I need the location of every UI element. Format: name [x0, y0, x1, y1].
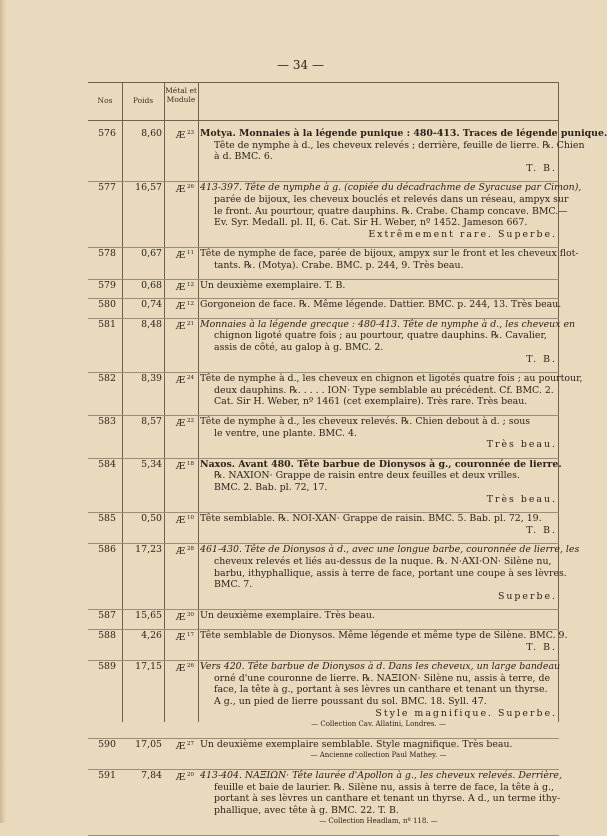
description-line: 461-430. Tête de Dionysos à d., avec une longue barbe, couronnée de lierre, les: [200, 544, 580, 556]
module: 23: [185, 130, 195, 136]
description-line: 413-404. ΝΑΞΙΩΝ· Tête laurée d'Apollon à g., les cheveux relevés. Derrière,: [200, 770, 562, 781]
metal-module: [170, 610, 200, 624]
description-line: — Collection Headlam, nº 118. —: [319, 817, 438, 826]
description-line: — Ancienne collection Paul Mathey. —: [310, 751, 447, 760]
description-line: Tête de nymphe de face, parée de bijoux, ampyx sur le front et les cheveux flot-: [200, 248, 579, 260]
description-line: à d. BMC. 6.: [214, 151, 273, 163]
description-line: deux dauphins. ℞. . . . . ION· Type semblable au précédent. Cf. BMC. 2.: [214, 384, 554, 396]
module: 12: [185, 301, 195, 308]
lot-number: 582: [98, 373, 116, 385]
weight: 7,84: [141, 770, 162, 781]
metal: Æ: [175, 740, 186, 752]
description-line: Tête de nymphe à d., les cheveux en chignon et ligotés quatre fois ; au pourtour,: [200, 373, 583, 385]
metal-module: [170, 319, 200, 333]
metal: Æ: [175, 515, 186, 527]
weight: 15,65: [135, 610, 162, 622]
table-row: [88, 373, 583, 416]
metal-module: [170, 630, 200, 644]
description: [200, 630, 568, 653]
table-row: [88, 610, 559, 630]
page-number: — 34 —: [277, 58, 324, 72]
metal: Æ: [175, 418, 186, 430]
lot-number: 577: [98, 182, 116, 194]
description-line: Extrêmement rare. Superbe.: [368, 228, 557, 240]
metal: Æ: [175, 301, 186, 313]
description-line: BMC. 7.: [214, 579, 253, 591]
description-line: T. B.: [526, 524, 557, 536]
metal: Æ: [175, 375, 186, 387]
description: [200, 280, 557, 292]
weight: 17,15: [135, 661, 162, 673]
description-line: assis de côté, au galop à g. BMC. 2.: [214, 341, 384, 353]
description-line: chignon ligoté quatre fois ; au pourtour, quatre dauphins. ℞. Cavalier,: [214, 330, 547, 342]
description-line: Naxos. Avant 480. Tête barbue de Dionysos à g., couronnée de lierre.: [200, 458, 562, 470]
description-line: Superbe.: [497, 590, 557, 602]
table-row: [88, 544, 580, 610]
description: [200, 661, 561, 731]
metal: Æ: [175, 460, 186, 472]
module: 18: [185, 460, 195, 467]
table-row: [88, 318, 576, 373]
description: [200, 416, 557, 451]
weight: 8,39: [141, 373, 162, 385]
metal-module: [170, 459, 200, 473]
description-line: Vers 420. Tête barbue de Dionysos à d. Dans les cheveux, un large bandeau: [200, 661, 561, 673]
metal-module: [170, 661, 200, 675]
table-row: [88, 182, 582, 248]
description: [200, 182, 582, 240]
header-metal: Métal et Module: [165, 86, 197, 104]
lot-number: 581: [98, 318, 116, 330]
description-line: Très beau.: [486, 493, 557, 505]
description-line: phallique, avec tête à g. BMC. 22. T. B.: [214, 804, 399, 816]
table-row: [88, 280, 559, 300]
weight: 17,05: [135, 738, 162, 750]
description-line: Cat. Sir H. Weber, nº 1461 (cet exemplaire). Très rare. Très beau.: [214, 396, 528, 408]
description: [200, 248, 579, 271]
weight: 4,26: [141, 630, 162, 641]
description: [200, 770, 562, 828]
description: [200, 128, 607, 174]
description-line: Tête de nymphe à d., les cheveux relevés ; derrière, feuille de lierre. ℞. Chien: [214, 139, 585, 151]
module: 26: [185, 184, 195, 191]
metal: Æ: [175, 612, 186, 624]
metal: Æ: [175, 546, 186, 558]
description: [200, 739, 557, 762]
lot-number: 580: [98, 299, 116, 311]
metal-module: [170, 299, 200, 313]
metal-module: [170, 248, 200, 262]
lot-number: 586: [98, 544, 116, 556]
weight: 5,34: [141, 458, 162, 470]
page-edge-shadow: [0, 0, 6, 823]
lot-number: 579: [98, 279, 116, 291]
description-line: tants. ℞. (Motya). Crabe. BMC. p. 244, 9. Très beau.: [214, 259, 464, 271]
lot-number: 578: [98, 248, 116, 260]
description-line: Très beau.: [486, 439, 557, 451]
description-line: T. B.: [526, 641, 557, 653]
description-line: cheveux relevés et liés au-dessus de la nuque. ℞. N·AXI·ON· Silène nu,: [214, 555, 552, 567]
weight: 0,74: [141, 299, 162, 311]
module: 22: [185, 418, 195, 424]
weight: 0,67: [141, 248, 162, 260]
metal-module: [170, 739, 200, 753]
lot-number: 591: [98, 770, 116, 781]
weight: 8,57: [141, 416, 162, 427]
lot-number: 589: [98, 661, 116, 673]
module: 11: [185, 250, 195, 257]
weight: 17,23: [135, 544, 162, 556]
description-line: 413-397. Tête de nymphe à g. (copiée du décadrachme de Syracuse par Cimon),: [200, 182, 582, 194]
module: 20: [185, 772, 195, 778]
metal: Æ: [175, 281, 186, 293]
metal-module: [170, 513, 200, 527]
metal: Æ: [175, 663, 186, 675]
weight: 8,48: [141, 318, 162, 330]
module: 12: [185, 281, 195, 288]
metal-module: [170, 280, 200, 294]
description-line: A g., un pied de lierre poussant du sol. BMC. 18. Syll. 47.: [214, 695, 487, 707]
description-line: Ev. Syr. Medall. pl. II, 6. Cat. Sir H. Weber, nº 1452. Jameson 667.: [214, 217, 528, 229]
module: 24: [185, 375, 195, 382]
table-row: [88, 128, 607, 182]
description-line: Tête semblable de Dionysos. Même légende et même type de Silène. BMC. 9.: [200, 630, 568, 641]
module: 17: [185, 632, 195, 638]
table-row: [88, 739, 559, 770]
metal: Æ: [175, 632, 186, 644]
description-line: le ventre, une plante. BMC. 4.: [214, 427, 357, 439]
description-line: — Collection Cav. Allatini, Londres. —: [311, 720, 446, 729]
weight: 0,68: [141, 279, 162, 291]
lot-number: 583: [98, 416, 116, 427]
lot-number: 576: [98, 128, 116, 139]
table-row: [88, 630, 568, 661]
table-row: [88, 770, 562, 836]
description-line: Un deuxième exemplaire. Très beau.: [200, 610, 375, 622]
lot-number: 590: [98, 738, 116, 750]
metal: Æ: [175, 320, 186, 332]
description-line: Monnaies à la légende grecque : 480-413. Tête de nymphe à d., les cheveux en: [200, 318, 576, 330]
weight: 16,57: [135, 182, 162, 194]
module: 28: [185, 546, 195, 553]
header-weight: Poids: [132, 96, 154, 105]
description-line: ℞. NAXION· Grappe de raisin entre deux feuilles et deux vrilles.: [214, 470, 520, 482]
weight: 0,50: [141, 513, 162, 525]
metal: Æ: [175, 184, 186, 196]
description: [200, 610, 557, 622]
description: [200, 513, 557, 536]
description-line: orné d'une couronne de lierre. ℞. ΝΑΞΙΟΝ· Silène nu, assis à terre, de: [214, 672, 551, 684]
description-line: Gorgoneion de face. ℞. Même légende. Dattier. BMC. p. 244, 13. Très beau.: [200, 299, 562, 311]
description: [200, 373, 583, 408]
description: [200, 544, 580, 602]
metal: Æ: [175, 250, 186, 262]
description-line: T. B.: [526, 353, 557, 365]
description-line: Un deuxième exemplaire semblable. Style magnifique. Très beau.: [200, 738, 513, 750]
table-row: [88, 248, 579, 279]
metal-module: [170, 770, 200, 784]
metal-module: [170, 373, 200, 387]
description-line: Motya. Monnaies à la légende punique : 480-413. Traces de légende punique.: [200, 128, 607, 139]
description-line: T. B.: [526, 162, 557, 174]
metal: Æ: [175, 130, 186, 142]
description-line: parée de bijoux, les cheveux bouclés et relevés dans un réseau, ampyx sur: [214, 193, 569, 205]
description: [200, 458, 562, 505]
description: [200, 318, 576, 365]
metal-module: [170, 182, 200, 196]
catalogue-table: [88, 82, 607, 826]
table-row: [88, 661, 559, 739]
description-line: barbu, ithyphallique, assis à terre de face, portant une coupe à ses lèvres.: [214, 567, 567, 579]
module: 30: [185, 612, 195, 619]
weight: 8,60: [141, 128, 162, 139]
module: 10: [185, 515, 195, 522]
metal-module: [170, 544, 200, 558]
lot-number: 587: [98, 610, 116, 622]
table-row: [88, 513, 559, 544]
description-line: Un deuxième exemplaire. T. B.: [200, 279, 346, 291]
metal-module: [170, 128, 200, 142]
description-line: Tête semblable. ℞. ΝΟΙ-ΧΑΝ· Grappe de raisin. BMC. 5. Bab. pl. 72, 19.: [200, 513, 542, 525]
table-row: [88, 299, 562, 319]
table-top-rule: [88, 82, 559, 83]
metal-module: [170, 416, 200, 430]
table-header-rule: [88, 120, 559, 121]
module: 27: [185, 740, 195, 747]
description-line: Tête de nymphe à d., les cheveux relevés. ℞. Chien debout à d. ; sous: [200, 416, 531, 427]
description-line: feuille et baie de laurier. ℞. Silène nu, assis à terre de face, la tête à g.,: [214, 781, 554, 793]
metal: Æ: [175, 772, 186, 784]
description-line: le front. Au pourtour, quatre dauphins. ℞. Crabe. Champ concave. BMC.—: [214, 205, 568, 217]
module: 21: [185, 320, 195, 327]
lot-number: 588: [98, 630, 116, 641]
module: 26: [185, 663, 195, 670]
description-line: BMC. 2. Bab. pl. 72, 17.: [214, 481, 328, 493]
lot-number: 584: [98, 458, 116, 470]
description-line: face, la tête à g., portant à ses lèvres un canthare et tenant un thyrse.: [214, 684, 548, 696]
description-line: Style magnifique. Superbe.: [375, 707, 557, 719]
description-line: portant à ses lèvres un canthare et tenant un thyrse. A d., un terme ithy-: [214, 793, 561, 805]
table-row: [88, 416, 559, 459]
table-row: [88, 458, 562, 513]
header-number: Nos: [97, 96, 113, 105]
description: [200, 299, 562, 311]
lot-number: 585: [98, 513, 116, 525]
